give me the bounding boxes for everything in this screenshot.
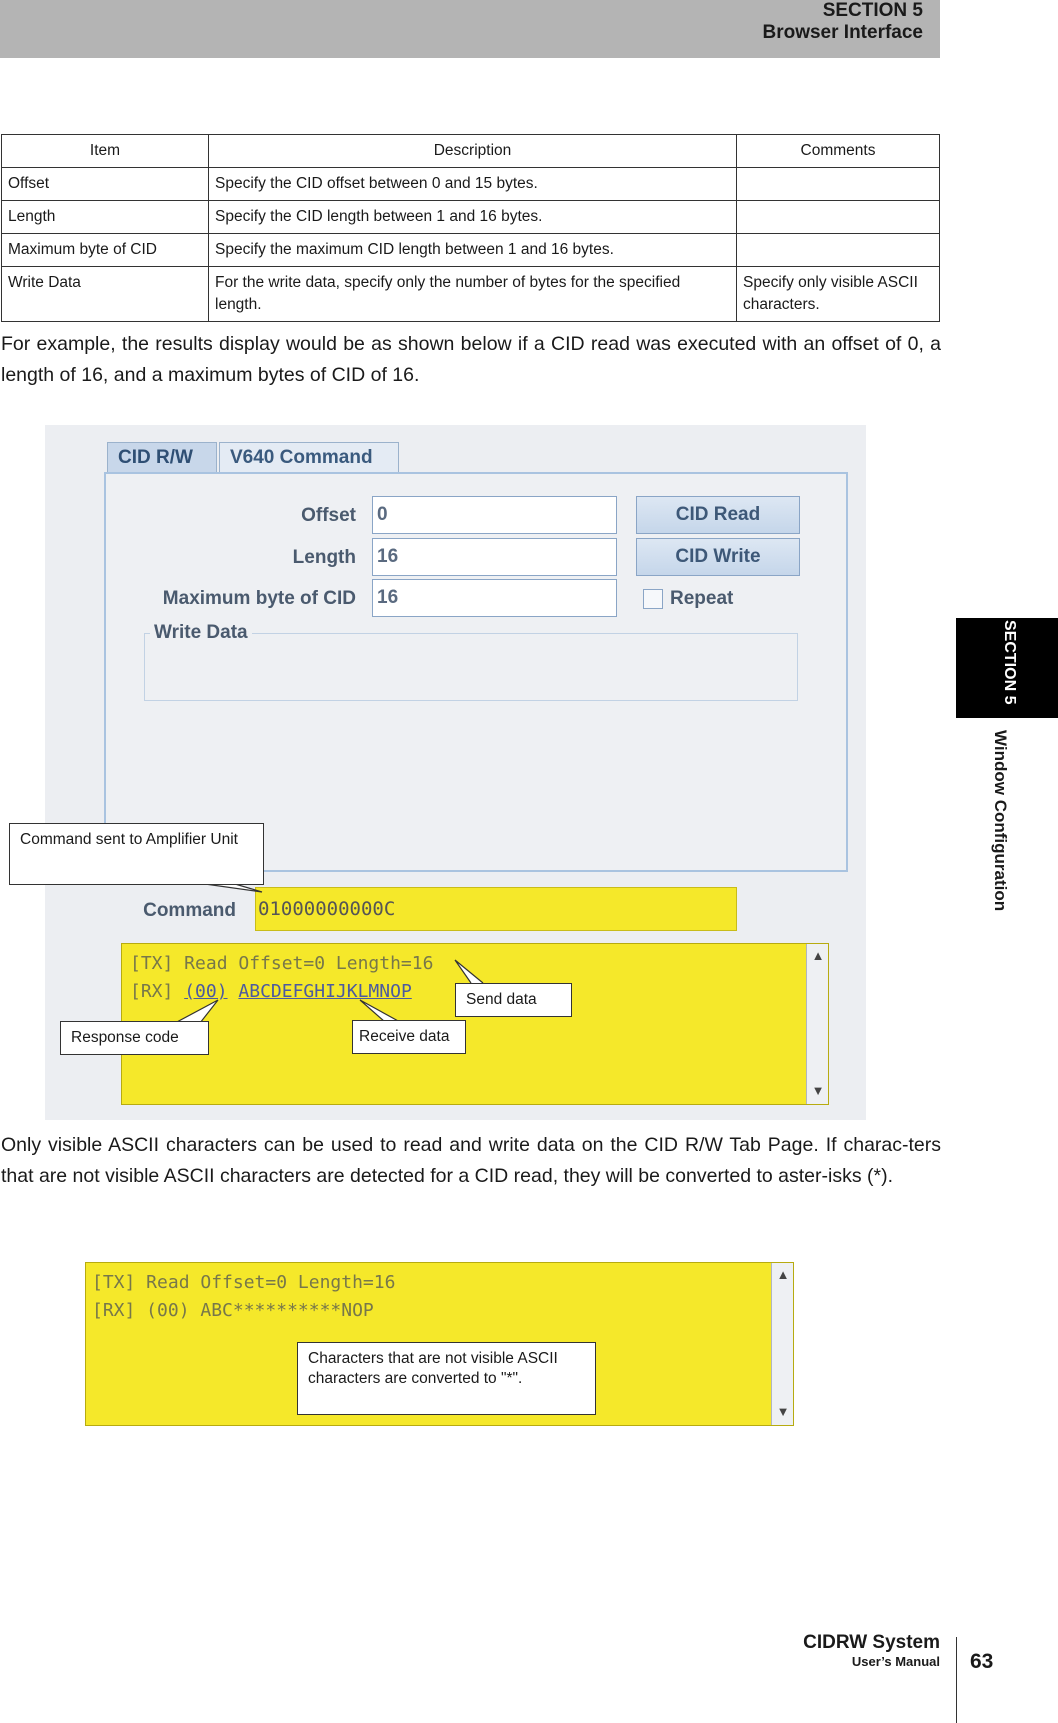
log-rx-code: (00) [184,981,228,1002]
paragraph-ascii-note: Only visible ASCII characters can be used to read and write data on the CID R/W Tab Page. If charac-ters that are not visible ASCII characters are detected for a CID read, they will be converted to aster-isks (*). [1,1134,941,1187]
footer-divider [956,1637,957,1723]
side-tab-section-text: SECTION 5 [1001,620,1018,705]
scroll-up-icon: ▲ [776,1267,790,1282]
command-label: Command [143,900,236,921]
offset-input[interactable]: 0 [372,496,617,534]
callout-asterisk: Characters that are not visible ASCII characters are converted to "*". [297,1342,596,1415]
scroll-up-icon[interactable]: ▲ [811,948,825,963]
side-tab-title-text: Window Configuration [991,730,1010,912]
log2-scrollbar [771,1263,793,1425]
max-byte-label: Maximum byte of CID [162,588,356,609]
table-cell: Specify only visible ASCII characters. [737,267,940,322]
log2-tx-line: [TX] Read Offset=0 Length=16 [92,1272,396,1293]
table-cell: For the write data, specify only the number of bytes for the specified length. [209,267,737,322]
repeat-label: Repeat [670,588,734,609]
header-title: Browser Interface [762,22,923,43]
offset-label: Offset [301,505,356,526]
cid-write-button[interactable]: CID Write [636,538,800,576]
log2-rx-line: [RX] (00) ABC**********NOP [92,1300,374,1321]
table-cell: Maximum byte of CID [2,234,209,267]
callout-receive-data: Receive data [352,1020,466,1054]
table-header-description: Description [209,135,737,168]
length-input[interactable]: 16 [372,538,617,576]
footer-manual: User’s Manual [851,1654,940,1669]
tab-v640-command[interactable]: V640 Command [219,442,399,472]
footer-system-name: CIDRW System [803,1632,940,1653]
log-rx-data: ABCDEFGHIJKLMNOP [238,981,412,1002]
table-cell: Offset [2,168,209,201]
callout-response-code: Response code [60,1021,209,1055]
table-header-item: Item [2,135,209,168]
callout-command: Command sent to Amplifier Unit [9,823,264,885]
max-byte-input[interactable]: 16 [372,579,617,617]
table-header-comments: Comments [737,135,940,168]
callout-send-data: Send data [455,983,572,1017]
scroll-down-icon: ▼ [776,1404,790,1419]
header-section: SECTION 5 [822,0,923,21]
page-number: 63 [970,1650,994,1673]
table-cell: Specify the CID offset between 0 and 15 bytes. [209,168,737,201]
scroll-down-icon[interactable]: ▼ [811,1083,825,1098]
log-tx-line: [TX] Read Offset=0 Length=16 [130,953,434,974]
table-cell: Length [2,201,209,234]
log-rx-prefix: [RX] [130,981,185,1002]
command-field[interactable]: 01000000000C [255,887,737,931]
paragraph-example: For example, the results display would be as shown below if a CID read was executed with an offset of 0, a length of 16, and a maximum bytes of CID of 16. [1,333,941,386]
table-cell: Specify the CID length between 1 and 16 bytes. [209,201,737,234]
tab-cid-rw[interactable]: CID R/W [107,442,217,472]
cid-read-button[interactable]: CID Read [636,496,800,534]
write-data-label: Write Data [150,622,252,644]
table-cell: Write Data [2,267,209,322]
length-label: Length [292,547,356,568]
table-cell: Specify the maximum CID length between 1 and 16 bytes. [209,234,737,267]
